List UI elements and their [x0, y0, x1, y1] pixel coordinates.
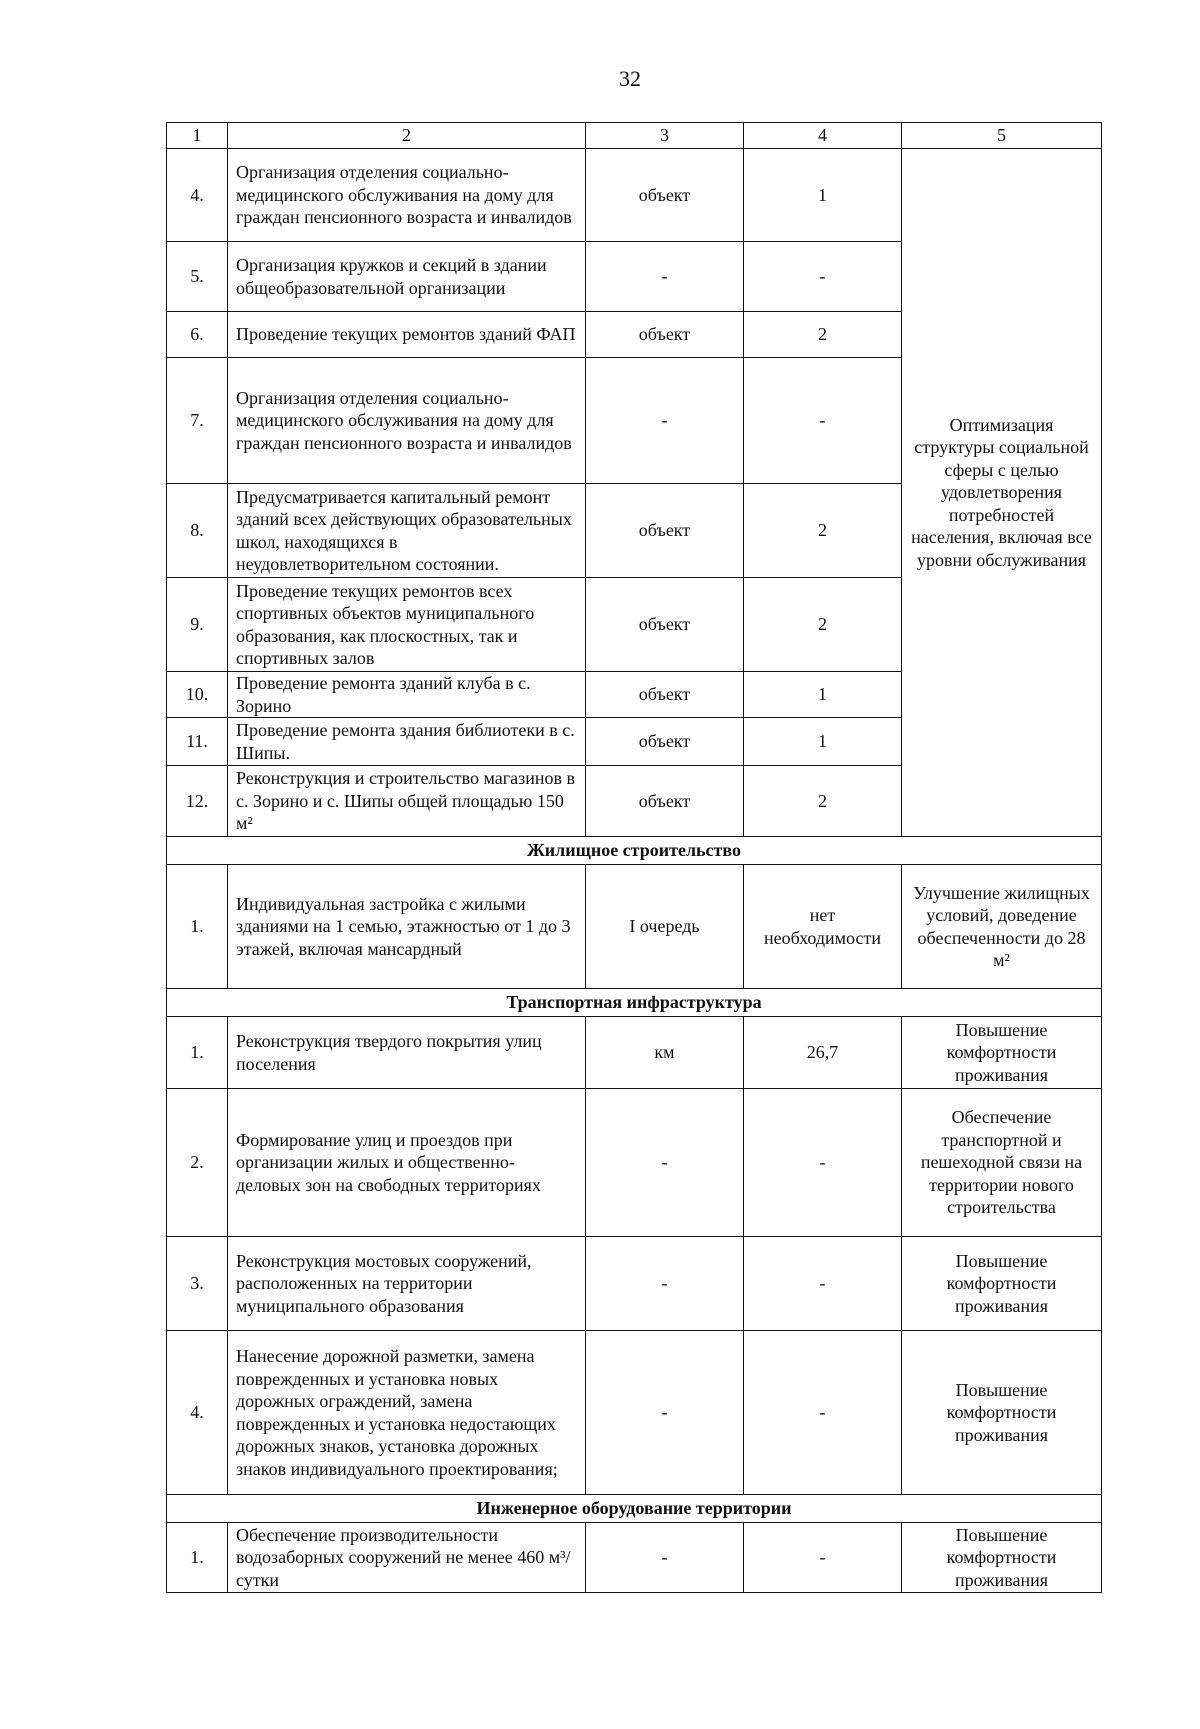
column-number: 3	[586, 123, 744, 149]
goal-cell: Улучшение жилищных условий, доведение обеспеченности до 28 м²	[902, 865, 1102, 989]
goal-cell: Повышение комфортности проживания	[902, 1237, 1102, 1331]
quantity-cell: -	[744, 1523, 902, 1593]
goal-cell: Повышение комфортности проживания	[902, 1523, 1102, 1593]
section-row	[167, 837, 1102, 865]
quantity-cell: нет необходимости	[744, 865, 902, 989]
section-row	[167, 1495, 1102, 1523]
quantity-cell: 2	[744, 766, 902, 837]
quantity-cell: -	[744, 358, 902, 484]
event-cell: Нанесение дорожной разметки, замена поврежденных и установка новых дорожных ограждений, замена поврежденных и установка недостающих дорожных знаков, установка дорожных знаков индивидуального проектирования;	[228, 1331, 586, 1495]
event-cell: Проведение ремонта зданий клуба в с. Зорино	[228, 672, 586, 718]
row-number: 1.	[167, 1017, 228, 1089]
unit-cell: -	[586, 358, 744, 484]
event-cell: Обеспечение производительности водозаборных сооружений не менее 460 м³/сутки	[228, 1523, 586, 1593]
unit-cell: -	[586, 1089, 744, 1237]
goal-cell: Обеспечение транспортной и пешеходной связи на территории нового строительства	[902, 1089, 1102, 1237]
quantity-cell: -	[744, 1089, 902, 1237]
event-cell: Формирование улиц и проездов при организации жилых и общественно-деловых зон на свободных территориях	[228, 1089, 586, 1237]
table-row	[167, 1089, 1102, 1237]
column-number: 2	[228, 123, 586, 149]
column-number: 4	[744, 123, 902, 149]
event-cell: Организация кружков и секций в здании общеобразовательной организации	[228, 242, 586, 312]
unit-cell: объект	[586, 766, 744, 837]
quantity-cell: 1	[744, 149, 902, 242]
event-cell: Реконструкция и строительство магазинов в с. Зорино и с. Шипы общей площадью 150 м²	[228, 766, 586, 837]
quantity-cell: 26,7	[744, 1017, 902, 1089]
quantity-cell: 2	[744, 484, 902, 578]
row-number: 4.	[167, 1331, 228, 1495]
row-number: 3.	[167, 1237, 228, 1331]
unit-cell: -	[586, 1523, 744, 1593]
table-row	[167, 1237, 1102, 1331]
page-number: 32	[619, 66, 641, 91]
event-cell: Реконструкция твердого покрытия улиц поселения	[228, 1017, 586, 1089]
row-number: 2.	[167, 1089, 228, 1237]
section-title-housing: Жилищное строительство	[167, 837, 1102, 865]
event-cell: Индивидуальная застройка с жилыми зданиями на 1 семью, этажностью от 1 до 3 этажей, включая мансардный	[228, 865, 586, 989]
goal-cell-social: Оптимизация структуры социальной сферы с целью удовлетворения потребностей населения, включая все уровни обслуживания	[902, 149, 1102, 837]
goal-cell: Повышение комфортности проживания	[902, 1017, 1102, 1089]
event-cell: Проведение ремонта здания библиотеки в с. Шипы.	[228, 718, 586, 766]
row-number: 9.	[167, 578, 228, 672]
unit-cell: объект	[586, 672, 744, 718]
event-cell: Предусматривается капитальный ремонт зданий всех действующих образовательных школ, находящихся в неудовлетворительном состоянии.	[228, 484, 586, 578]
quantity-cell: 1	[744, 718, 902, 766]
unit-cell: -	[586, 1237, 744, 1331]
column-number-row	[167, 123, 1102, 149]
quantity-cell: 1	[744, 672, 902, 718]
unit-cell: I очередь	[586, 865, 744, 989]
unit-cell: объект	[586, 718, 744, 766]
program-table	[166, 122, 1102, 1593]
unit-cell: объект	[586, 149, 744, 242]
section-title-transport: Транспортная инфраструктура	[167, 989, 1102, 1017]
table-row	[167, 865, 1102, 989]
unit-cell: объект	[586, 578, 744, 672]
row-number: 12.	[167, 766, 228, 837]
table-row	[167, 1017, 1102, 1089]
quantity-cell: -	[744, 1237, 902, 1331]
event-cell: Проведение текущих ремонтов всех спортивных объектов муниципального образования, как плоскостных, так и спортивных залов	[228, 578, 586, 672]
quantity-cell: -	[744, 242, 902, 312]
row-number: 5.	[167, 242, 228, 312]
row-number: 8.	[167, 484, 228, 578]
section-title-engineering: Инженерное оборудование территории	[167, 1495, 1102, 1523]
event-cell: Проведение текущих ремонтов зданий ФАП	[228, 312, 586, 358]
table-row	[167, 1523, 1102, 1593]
quantity-cell: 2	[744, 578, 902, 672]
unit-cell: объект	[586, 484, 744, 578]
table-row	[167, 149, 1102, 242]
row-number: 1.	[167, 865, 228, 989]
row-number: 6.	[167, 312, 228, 358]
column-number: 1	[167, 123, 228, 149]
goal-cell: Повышение комфортности проживания	[902, 1331, 1102, 1495]
column-number: 5	[902, 123, 1102, 149]
unit-cell: -	[586, 242, 744, 312]
table-row	[167, 1331, 1102, 1495]
event-cell: Организация отделения социально-медицинского обслуживания на дому для граждан пенсионного возраста и инвалидов	[228, 358, 586, 484]
row-number: 4.	[167, 149, 228, 242]
unit-cell: объект	[586, 312, 744, 358]
row-number: 11.	[167, 718, 228, 766]
row-number: 7.	[167, 358, 228, 484]
row-number: 1.	[167, 1523, 228, 1593]
event-cell: Реконструкция мостовых сооружений, расположенных на территории муниципального образования	[228, 1237, 586, 1331]
quantity-cell: 2	[744, 312, 902, 358]
unit-cell: км	[586, 1017, 744, 1089]
row-number: 10.	[167, 672, 228, 718]
section-row	[167, 989, 1102, 1017]
event-cell: Организация отделения социально-медицинского обслуживания на дому для граждан пенсионного возраста и инвалидов	[228, 149, 586, 242]
quantity-cell: -	[744, 1331, 902, 1495]
unit-cell: -	[586, 1331, 744, 1495]
